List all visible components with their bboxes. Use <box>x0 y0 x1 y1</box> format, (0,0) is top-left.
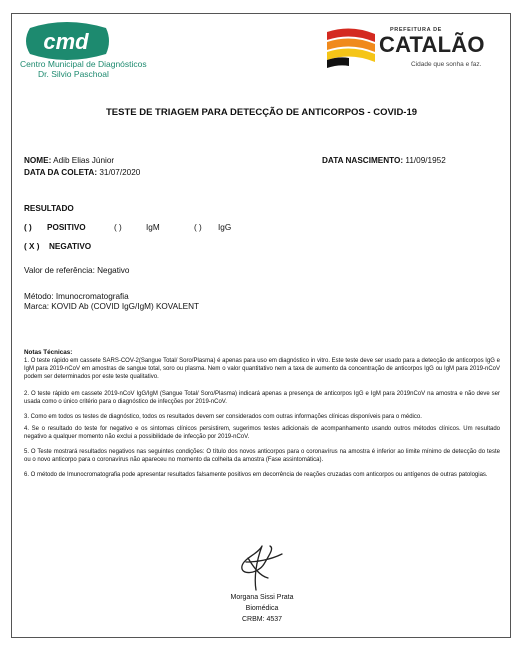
patient-name-label: NOME: <box>24 156 52 165</box>
method: Método: Imunocromatografia <box>24 292 129 301</box>
cmd-logo <box>20 20 112 62</box>
catalao-flag-logo <box>325 22 377 68</box>
prefeitura-name: CATALÃO <box>379 32 485 57</box>
handwritten-signature <box>226 540 296 592</box>
prefeitura-label: PREFEITURA DE <box>390 27 442 33</box>
note-item: 5. O Teste mostrará resultados negativos nas seguintes condições: O título dos novos anticorpos para o coronavírus na amostra é inferior ao limite mínimo de detecção do teste ou o novo anticorpo para o coronavírus não apareceu no momento da colheita da amostra (Fase assintomática). <box>24 449 500 464</box>
birth-date-row <box>322 156 446 165</box>
cmd-logo-text: cmd <box>43 29 89 54</box>
document-title: TESTE DE TRIAGEM PARA DETECÇÃO DE ANTICORPOS - COVID-19 <box>105 107 418 118</box>
signer-name: Morgana Sissi Prata <box>230 594 294 601</box>
note-item: 2. O teste rápido em cassete 2019-nCoV IgG/IgM (Sangue Total/ Soro/Plasma) indicará apenas a presença de anticorpos IgG e IgM para 2019nCoV na amostra e não deve ser usada como o único critério para o diagnóstico de infecções por 2019-nCoV. <box>24 391 500 406</box>
igm-label: IgM <box>146 223 160 232</box>
negative-label: NEGATIVO <box>49 242 92 251</box>
cmd-caption-line1: Centro Municipal de Diagnósticos <box>20 59 147 69</box>
patient-name-row <box>24 156 114 165</box>
birth-date-label: DATA NASCIMENTO: <box>322 156 404 165</box>
note-item: 6. O método de Imunocromatografia pode apresentar resultados falsamente positivos em decorrência de reações cruzadas com anticorpos ou antígenos de outras patologias. <box>24 472 488 478</box>
note-item: 1. O teste rápido em cassete SARS-COV-2(Sangue Total/ Soro/Plasma) é apenas para uso em diagnóstico in vitro. Este teste deve ser usado para a detecção de anticorpos IgG e IgM para 2019-nCoV em amostras de sangue total, soro ou plasma. Nem o valor quantitativo nem a taxa de aumento da concentração de anticorpos IgG ou IgM para 2019-nCoV podem ser determinados por este teste qualitativo. <box>24 358 500 381</box>
signer-registry: CRBM: 4537 <box>241 616 283 623</box>
result-heading: RESULTADO <box>24 204 74 213</box>
igg-label: IgG <box>218 223 232 232</box>
signer-role: Biomédica <box>245 605 279 612</box>
collection-date-value: 31/07/2020 <box>99 168 141 177</box>
collection-date-row <box>24 168 140 177</box>
igm-checkbox: ( ) <box>114 223 122 232</box>
patient-name-value: Adib Elias Júnior <box>53 156 115 165</box>
positive-checkbox: ( ) <box>24 223 32 232</box>
birth-date-value: 11/09/1952 <box>405 156 446 165</box>
note-item: 4. Se o resultado do teste for negativo e os sintomas clínicos persistirem, sugerimos testes adicionais de acompanhamento usando outros métodos clínicos. Um resultado negativo a qualquer momento não exclui a possibilidade de infecção por 2019-nCoV. <box>24 426 500 441</box>
cmd-caption-line2: Dr. Silvio Paschoal <box>38 69 109 79</box>
reference-value: Valor de referência: Negativo <box>24 266 130 275</box>
igg-checkbox: ( ) <box>194 223 202 232</box>
notes-heading: Notas Técnicas: <box>24 349 73 356</box>
brand: Marca: KOVID Ab (COVID IgG/IgM) KOVALENT <box>24 302 200 311</box>
prefeitura-slogan: Cidade que sonha e faz. <box>411 61 482 68</box>
negative-checkbox: ( X ) <box>24 242 40 251</box>
collection-date-label: DATA DA COLETA: <box>24 168 98 177</box>
note-item: 3. Como em todos os testes de diagnóstico, todos os resultados devem ser considerados com outras informações clínicas disponíveis para o médico. <box>24 414 422 420</box>
positive-label: POSITIVO <box>47 223 86 232</box>
